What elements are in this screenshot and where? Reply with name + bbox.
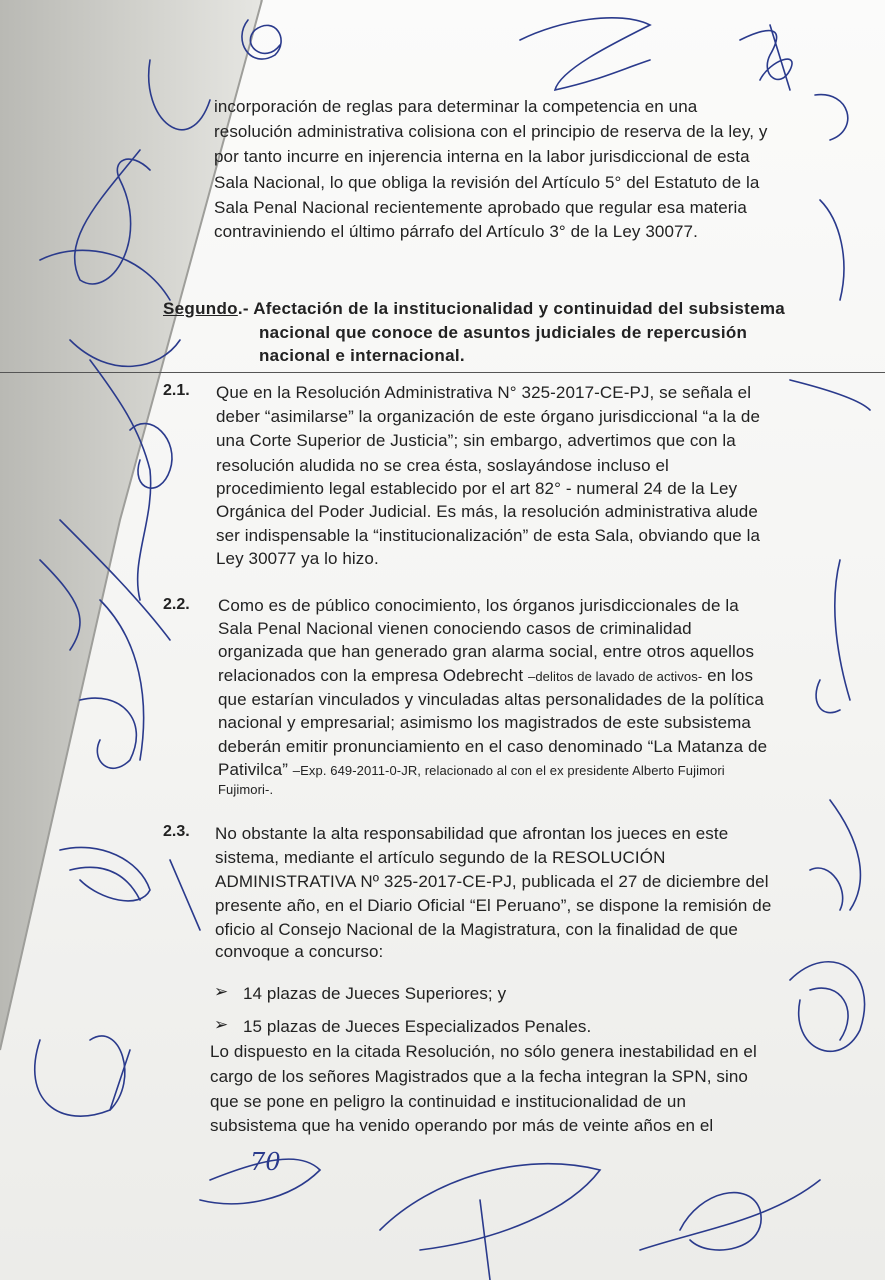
section-heading-line2: nacional que conoce de asuntos judiciales de repercusión (259, 323, 748, 342)
text-line: presente año, en el Diario Oficial “El Peruano”, se dispone la remisión de (215, 896, 772, 915)
text-line: convoque a concurso: (215, 942, 384, 961)
bullet-item: 15 plazas de Jueces Especializados Penales. (243, 1017, 592, 1036)
text-line: sistema, mediante el artículo segundo de la RESOLUCIÓN (215, 848, 666, 867)
text-line: resolución aludida no se crea ésta, soslayándose incluso el (216, 456, 669, 475)
section-heading-line3: nacional e internacional. (259, 346, 465, 365)
text-line: Que en la Resolución Administrativa N° 325-2017-CE-PJ, se señala el (216, 383, 752, 402)
text-line: Lo dispuesto en la citada Resolución, no sólo genera inestabilidad en el (210, 1042, 757, 1061)
text-segment-small: –delitos de lavado de activos- (527, 669, 703, 684)
section-heading-lead: Segundo (163, 299, 238, 318)
text-segment: en los (702, 666, 754, 685)
text-line: que se pone en peligro la continuidad e institucionalidad de un (210, 1092, 687, 1111)
text-line: subsistema que ha venido operando por más de veinte años en el (210, 1116, 714, 1135)
section-number-2-3: 2.3. (163, 823, 190, 840)
text-line: oficio al Consejo Nacional de la Magistratura, con la finalidad de que (215, 920, 738, 939)
text-line: que estarían vinculados y vinculadas altas personalidades de la política (218, 690, 764, 709)
text-segment-small: –Exp. 649-2011-0-JR, relacionado al con el ex presidente Alberto Fujimori (292, 763, 725, 778)
text-line: deber “asimilarse” la organización de este órgano jurisdiccional “a la de (216, 407, 761, 426)
text-line: organizada que han generado gran alarma social, entre otros aquellos (218, 642, 755, 661)
section-heading-line1: .- Afectación de la institucionalidad y continuidad del subsistema (237, 299, 786, 318)
text-line (218, 758, 725, 783)
text-line: resolución administrativa colisiona con el principio de reserva de la ley, y (214, 122, 768, 141)
text-line: procedimiento legal establecido por el art 82° - numeral 24 de la Ley (216, 479, 738, 498)
text-line: por tanto incurre en injerencia interna en la labor jurisdiccional de esta (214, 147, 750, 166)
text-segment: Pativilca” (218, 760, 293, 779)
text-line: Sala Nacional, lo que obliga la revisión del Artículo 5° del Estatuto de la (214, 173, 760, 192)
text-line: deberán emitir pronunciamiento en el caso denominado “La Matanza de (218, 737, 768, 756)
text-segment: relacionados con la empresa Odebrecht (218, 666, 528, 685)
text-line: nacional y empresarial; asimismo los magistrados de este subsistema (218, 713, 751, 732)
section-heading (163, 297, 785, 321)
text-line: Orgánica del Poder Judicial. Es más, la resolución administrativa alude (216, 502, 758, 521)
section-number-2-2: 2.2. (163, 596, 190, 613)
text-line: cargo de los señores Magistrados que a la fecha integran la SPN, sino (210, 1067, 748, 1086)
text-line: Ley 30077 ya lo hizo. (216, 549, 379, 568)
divider-line (0, 372, 885, 373)
text-line: Sala Penal Nacional vienen conociendo casos de criminalidad (218, 619, 692, 638)
text-line (218, 664, 753, 689)
text-line: ser indispensable la “institucionalización” de esta Sala, obviando que la (216, 526, 761, 545)
text-line: Fujimori-. (218, 782, 274, 797)
text-line: Como es de público conocimiento, los órganos jurisdiccionales de la (218, 596, 739, 615)
bullet-arrow-icon: ➢ (214, 982, 229, 1001)
bullet-arrow-icon: ➢ (214, 1015, 229, 1034)
section-number-2-1: 2.1. (163, 382, 190, 399)
text-line: Sala Penal Nacional recientemente aprobado que regular esa materia (214, 198, 747, 217)
text-line: una Corte Superior de Justicia”; sin embargo, advertimos que con la (216, 431, 736, 450)
page-number-handwritten: 70 (250, 1148, 281, 1176)
text-line: incorporación de reglas para determinar la competencia en una (214, 97, 698, 116)
text-line: contraviniendo el último párrafo del Artículo 3° de la Ley 30077. (214, 222, 698, 241)
text-line: ADMINISTRATIVA Nº 325-2017-CE-PJ, publicada el 27 de diciembre del (215, 872, 769, 891)
text-line: No obstante la alta responsabilidad que afrontan los jueces en este (215, 824, 729, 843)
bullet-item: 14 plazas de Jueces Superiores; y (243, 984, 507, 1003)
